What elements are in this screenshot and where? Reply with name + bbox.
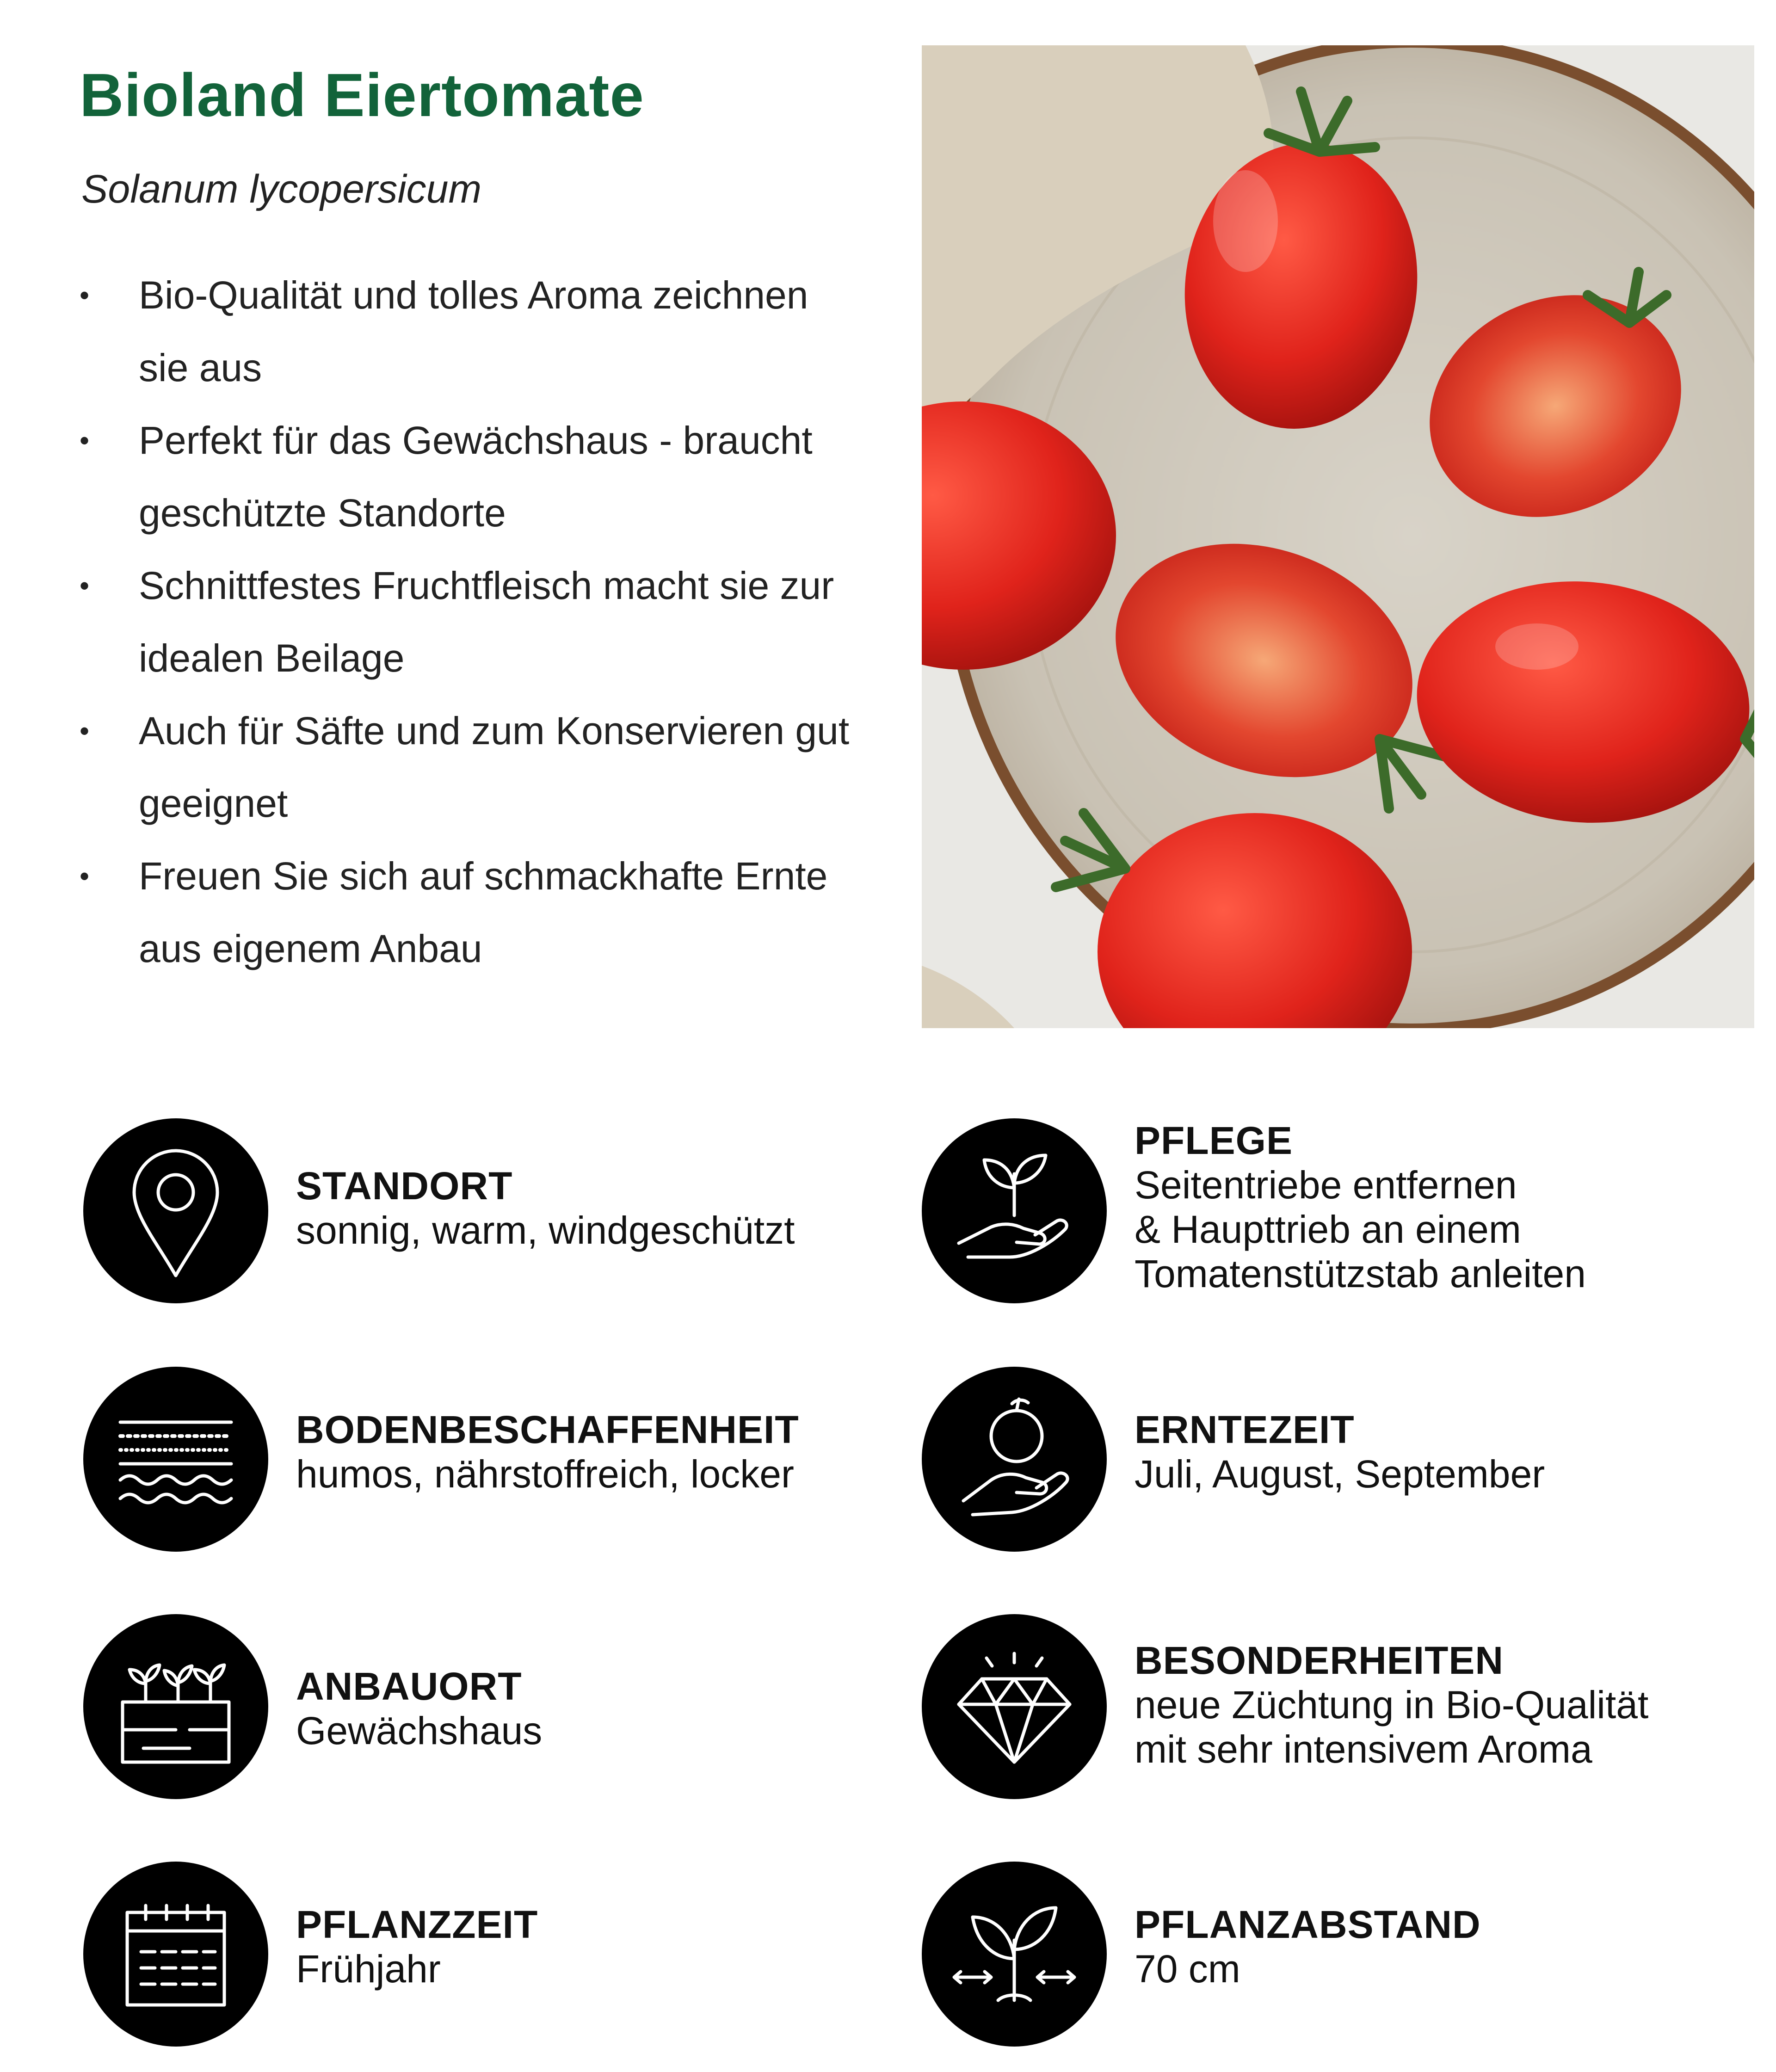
feature-value: sonnig, warm, windgeschützt	[296, 1209, 795, 1252]
feature-value: Seitentriebe entfernen	[1135, 1163, 1517, 1207]
feature-label: STANDORT	[296, 1164, 513, 1208]
tomatoes-on-plate-illustration	[922, 45, 1754, 1028]
feature-boden	[83, 1367, 916, 1552]
feature-label: PFLEGE	[1135, 1119, 1293, 1162]
location-pin-icon	[83, 1118, 268, 1303]
bullet-dot-icon: •	[80, 570, 90, 601]
calendar-icon	[83, 1862, 268, 2047]
bullet-text: Auch für Säfte und zum Konservieren gut geeignet	[139, 709, 850, 825]
feature-bullet-list	[80, 259, 851, 985]
bullet-item	[80, 404, 851, 549]
feature-anbauort	[83, 1614, 916, 1799]
product-photo	[922, 45, 1754, 1028]
plant-spacing-icon	[922, 1862, 1107, 2047]
bullet-dot-icon: •	[80, 280, 90, 311]
feature-label: PFLANZZEIT	[296, 1903, 538, 1946]
feature-value: Juli, August, September	[1135, 1452, 1545, 1496]
diamond-icon	[922, 1614, 1107, 1799]
bullet-dot-icon: •	[80, 715, 90, 746]
feature-pflege	[922, 1118, 1754, 1303]
bullet-item	[80, 549, 851, 695]
feature-pflanzabstand	[922, 1862, 1754, 2047]
feature-erntezeit	[922, 1367, 1754, 1552]
bullet-dot-icon: •	[80, 861, 90, 892]
seedling-hand-icon	[922, 1118, 1107, 1303]
feature-value: mit sehr intensivem Aroma	[1135, 1727, 1592, 1771]
latin-name: Solanum lycopersicum	[81, 167, 482, 211]
feature-value: 70 cm	[1135, 1947, 1240, 1991]
feature-value: & Haupttrieb an einem	[1135, 1208, 1521, 1251]
feature-label: ANBAUORT	[296, 1665, 522, 1708]
feature-value: Tomatenstützstab anleiten	[1135, 1252, 1586, 1295]
bullet-dot-icon: •	[80, 425, 90, 456]
fruit-hand-icon	[922, 1367, 1107, 1552]
product-title: Bioland Eiertomate	[80, 61, 644, 129]
feature-standort	[83, 1118, 916, 1303]
bullet-item	[80, 695, 851, 840]
feature-value: Frühjahr	[296, 1947, 441, 1991]
feature-label: ERNTEZEIT	[1135, 1408, 1355, 1451]
bullet-text: Perfekt für das Gewächshaus - braucht geschützte Standorte	[139, 419, 813, 535]
bullet-item	[80, 840, 851, 985]
bullet-text: Schnittfestes Fruchtfleisch macht sie zur idealen Beilage	[139, 564, 834, 680]
feature-value: neue Züchtung in Bio-Qualität	[1135, 1683, 1649, 1727]
bullet-text: Bio-Qualität und tolles Aroma zeichnen sie aus	[139, 273, 808, 389]
bullet-item	[80, 259, 851, 404]
feature-label: PFLANZABSTAND	[1135, 1903, 1481, 1946]
feature-label: BESONDERHEITEN	[1135, 1639, 1504, 1682]
feature-value: Gewächshaus	[296, 1709, 543, 1752]
plant-box-icon	[83, 1614, 268, 1799]
bullet-text: Freuen Sie sich auf schmackhafte Ernte aus eigenem Anbau	[139, 854, 828, 970]
feature-besonderheiten	[922, 1614, 1754, 1799]
feature-pflanzzeit	[83, 1862, 916, 2047]
feature-label: BODENBESCHAFFENHEIT	[296, 1408, 799, 1451]
feature-value: humos, nährstoffreich, locker	[296, 1452, 794, 1496]
soil-layers-icon	[83, 1367, 268, 1552]
